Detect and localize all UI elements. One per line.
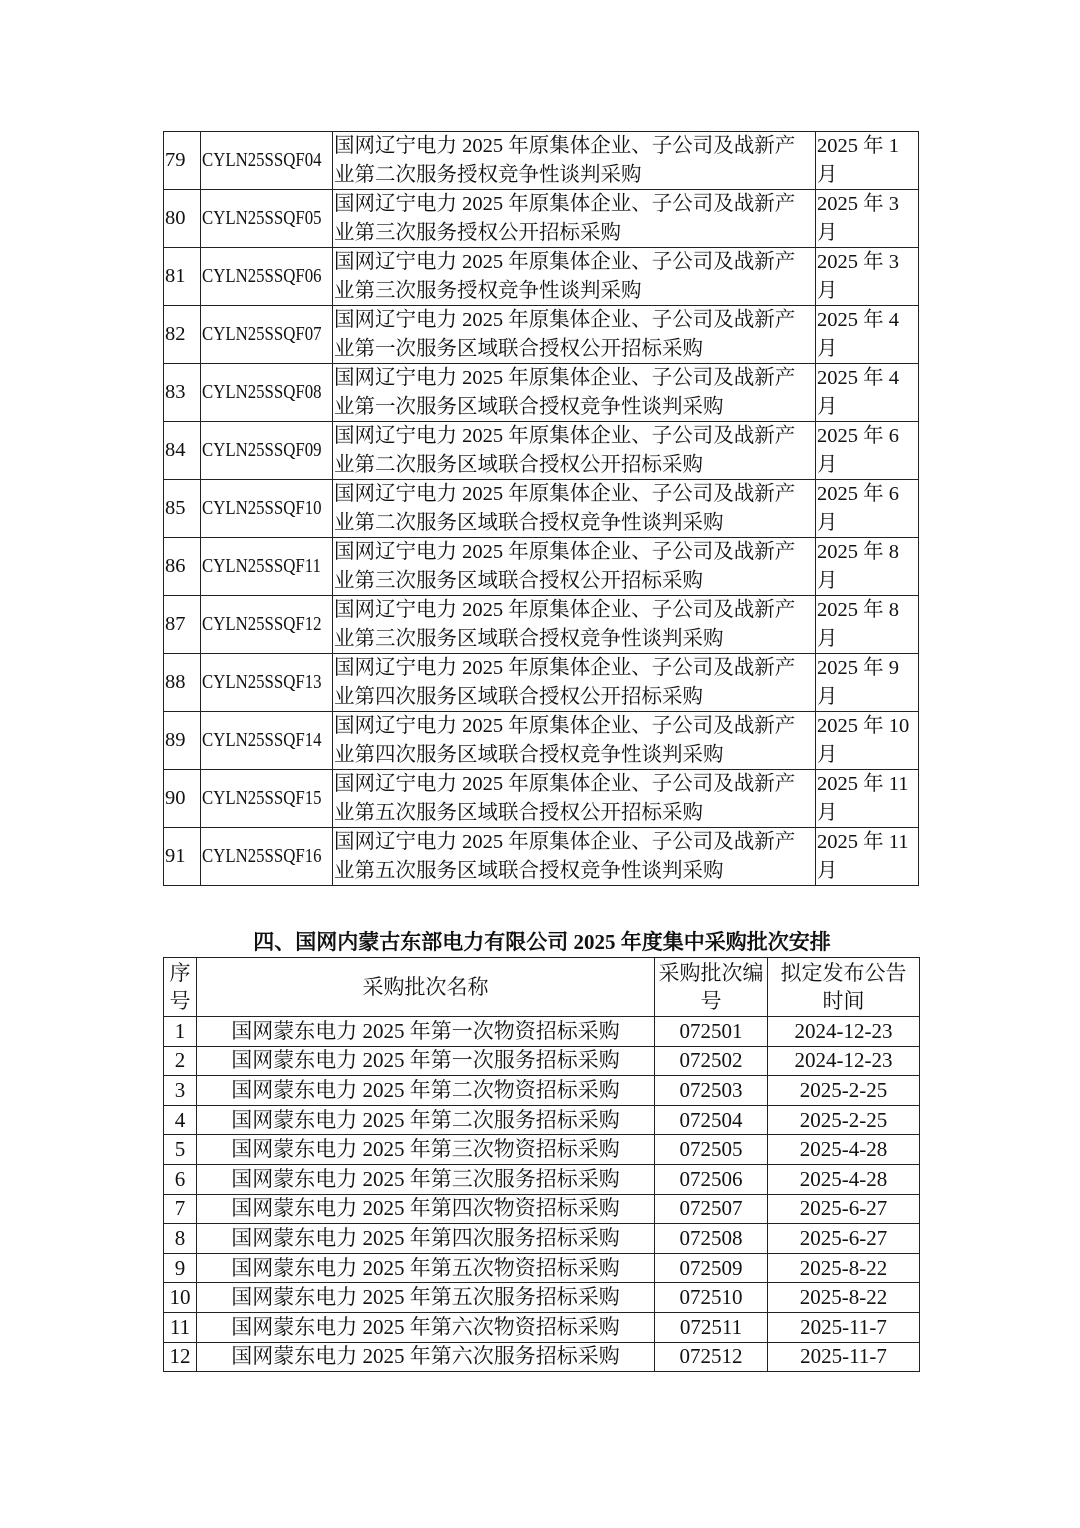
batch-name: 国网蒙东电力 2025 年第六次物资招标采购 [197,1312,655,1342]
row-seq: 80 [164,190,201,248]
mengdong-batch-table-body [164,1017,920,1372]
publish-date: 2025-4-28 [768,1164,920,1194]
publish-date: 2025 年 4 月 [816,306,919,364]
section-title: 四、国网内蒙古东部电力有限公司 2025 年度集中采购批次安排 [253,930,831,954]
row-seq: 88 [164,654,201,712]
batch-name: 国网蒙东电力 2025 年第三次服务招标采购 [197,1164,655,1194]
header-row [164,958,920,1017]
batch-code-text: CYLN25SSQF07 [202,323,322,346]
row-seq: 90 [164,770,201,828]
publish-date: 2025 年 6 月 [816,422,919,480]
publish-date: 2025-6-27 [768,1224,920,1254]
table-row [164,1342,920,1372]
publish-date: 2025-2-25 [768,1105,920,1135]
table-row [164,828,919,886]
row-seq: 79 [164,132,201,190]
row-seq: 4 [164,1105,197,1135]
batch-name: 国网辽宁电力 2025 年原集体企业、子公司及战新产 业第二次服务区域联合授权竞争性谈判采购 [333,480,816,538]
row-seq: 9 [164,1253,197,1283]
row-seq: 91 [164,828,201,886]
batch-name: 国网蒙东电力 2025 年第二次物资招标采购 [197,1076,655,1106]
table-row [164,190,919,248]
batch-code: 072508 [655,1224,768,1254]
batch-name: 国网辽宁电力 2025 年原集体企业、子公司及战新产 业第一次服务区域联合授权竞争性谈判采购 [333,364,816,422]
table-row [164,1283,920,1313]
table-row [164,1224,920,1254]
table-row [164,480,919,538]
publish-date: 2025-4-28 [768,1135,920,1165]
liaoning-batch-table-body [164,132,919,886]
batch-code [201,364,333,422]
row-seq: 84 [164,422,201,480]
batch-code: 072512 [655,1342,768,1372]
publish-date: 2025 年 3 月 [816,190,919,248]
batch-name: 国网辽宁电力 2025 年原集体企业、子公司及战新产 业第四次服务区域联合授权公开招标采购 [333,654,816,712]
batch-code-text: CYLN25SSQF10 [202,497,322,520]
publish-date: 2025-8-22 [768,1283,920,1313]
publish-date: 2025 年 8 月 [816,596,919,654]
row-seq: 6 [164,1164,197,1194]
batch-code [201,248,333,306]
batch-name: 国网辽宁电力 2025 年原集体企业、子公司及战新产 业第三次服务授权竞争性谈判采购 [333,248,816,306]
liaoning-batch-table [163,131,919,886]
table-row [164,364,919,422]
batch-name: 国网蒙东电力 2025 年第二次服务招标采购 [197,1105,655,1135]
batch-code-text: CYLN25SSQF16 [202,845,322,868]
table-row [164,1076,920,1106]
publish-date: 2025 年 11 月 [816,828,919,886]
publish-date: 2025 年 4 月 [816,364,919,422]
row-seq: 2 [164,1046,197,1076]
row-seq: 10 [164,1283,197,1313]
batch-name: 国网蒙东电力 2025 年第一次物资招标采购 [197,1017,655,1047]
row-seq: 82 [164,306,201,364]
batch-name: 国网辽宁电力 2025 年原集体企业、子公司及战新产 业第四次服务区域联合授权竞争性谈判采购 [333,712,816,770]
batch-code [201,132,333,190]
header-publish-date: 拟定发布公告 时间 [768,958,920,1017]
table-row [164,538,919,596]
table-row [164,1194,920,1224]
table-row [164,1253,920,1283]
table-row [164,1164,920,1194]
batch-code: 072505 [655,1135,768,1165]
batch-code [201,712,333,770]
batch-code [201,654,333,712]
table-row [164,1135,920,1165]
row-seq: 83 [164,364,201,422]
header-batch-name: 采购批次名称 [197,958,655,1017]
batch-name: 国网辽宁电力 2025 年原集体企业、子公司及战新产 业第二次服务授权竞争性谈判采购 [333,132,816,190]
batch-code: 072502 [655,1046,768,1076]
batch-name: 国网辽宁电力 2025 年原集体企业、子公司及战新产 业第三次服务区域联合授权公开招标采购 [333,538,816,596]
row-seq: 12 [164,1342,197,1372]
table-row [164,1046,920,1076]
batch-code [201,480,333,538]
batch-code-text: CYLN25SSQF14 [202,729,322,752]
batch-name: 国网辽宁电力 2025 年原集体企业、子公司及战新产 业第三次服务授权公开招标采购 [333,190,816,248]
batch-name: 国网蒙东电力 2025 年第三次物资招标采购 [197,1135,655,1165]
publish-date: 2025 年 1 月 [816,132,919,190]
batch-name: 国网辽宁电力 2025 年原集体企业、子公司及战新产 业第五次服务区域联合授权公开招标采购 [333,770,816,828]
row-seq: 11 [164,1312,197,1342]
publish-date: 2025 年 8 月 [816,538,919,596]
publish-date: 2025-2-25 [768,1076,920,1106]
publish-date: 2025-11-7 [768,1312,920,1342]
batch-name: 国网辽宁电力 2025 年原集体企业、子公司及战新产 业第五次服务区域联合授权竞争性谈判采购 [333,828,816,886]
batch-name: 国网辽宁电力 2025 年原集体企业、子公司及战新产 业第一次服务区域联合授权公开招标采购 [333,306,816,364]
batch-code: 072510 [655,1283,768,1313]
table-row [164,422,919,480]
publish-date: 2025 年 10 月 [816,712,919,770]
batch-code-text: CYLN25SSQF06 [202,265,322,288]
publish-date: 2025 年 3 月 [816,248,919,306]
row-seq: 8 [164,1224,197,1254]
table-row [164,654,919,712]
table-row [164,132,919,190]
batch-code: 072503 [655,1076,768,1106]
batch-code: 072511 [655,1312,768,1342]
batch-name: 国网蒙东电力 2025 年第四次服务招标采购 [197,1224,655,1254]
table-row [164,306,919,364]
mengdong-batch-table-header [164,958,920,1017]
batch-code [201,422,333,480]
batch-name: 国网蒙东电力 2025 年第五次服务招标采购 [197,1283,655,1313]
table-row [164,1312,920,1342]
publish-date: 2025 年 6 月 [816,480,919,538]
batch-code-text: CYLN25SSQF13 [202,671,322,694]
batch-code-text: CYLN25SSQF09 [202,439,322,462]
batch-code-text: CYLN25SSQF08 [202,381,322,404]
batch-name: 国网辽宁电力 2025 年原集体企业、子公司及战新产 业第二次服务区域联合授权公开招标采购 [333,422,816,480]
batch-code: 072506 [655,1164,768,1194]
table-row [164,1017,920,1047]
row-seq: 81 [164,248,201,306]
batch-name: 国网蒙东电力 2025 年第一次服务招标采购 [197,1046,655,1076]
mengdong-batch-table [163,957,920,1372]
publish-date: 2024-12-23 [768,1017,920,1047]
table-row [164,770,919,828]
row-seq: 87 [164,596,201,654]
publish-date: 2025-6-27 [768,1194,920,1224]
row-seq: 1 [164,1017,197,1047]
batch-code: 072504 [655,1105,768,1135]
batch-code [201,190,333,248]
batch-code-text: CYLN25SSQF12 [202,613,322,636]
batch-name: 国网蒙东电力 2025 年第五次物资招标采购 [197,1253,655,1283]
header-seq: 序 号 [164,958,197,1017]
batch-code [201,828,333,886]
table-row [164,248,919,306]
batch-code-text: CYLN25SSQF11 [202,555,321,578]
batch-code: 072509 [655,1253,768,1283]
row-seq: 86 [164,538,201,596]
batch-code [201,770,333,828]
batch-code-text: CYLN25SSQF04 [202,149,322,172]
header-batch-code: 采购批次编 号 [655,958,768,1017]
row-seq: 85 [164,480,201,538]
row-seq: 3 [164,1076,197,1106]
batch-name: 国网蒙东电力 2025 年第四次物资招标采购 [197,1194,655,1224]
table-row [164,596,919,654]
batch-code-text: CYLN25SSQF05 [202,207,322,230]
batch-code: 072507 [655,1194,768,1224]
batch-code [201,306,333,364]
batch-code [201,538,333,596]
row-seq: 5 [164,1135,197,1165]
publish-date: 2025-8-22 [768,1253,920,1283]
table-row [164,712,919,770]
batch-name: 国网蒙东电力 2025 年第六次服务招标采购 [197,1342,655,1372]
row-seq: 89 [164,712,201,770]
batch-code [201,596,333,654]
table-row [164,1105,920,1135]
batch-code-text: CYLN25SSQF15 [202,787,322,810]
batch-code: 072501 [655,1017,768,1047]
batch-name: 国网辽宁电力 2025 年原集体企业、子公司及战新产 业第三次服务区域联合授权竞争性谈判采购 [333,596,816,654]
row-seq: 7 [164,1194,197,1224]
publish-date: 2025 年 11 月 [816,770,919,828]
publish-date: 2025-11-7 [768,1342,920,1372]
publish-date: 2024-12-23 [768,1046,920,1076]
publish-date: 2025 年 9 月 [816,654,919,712]
